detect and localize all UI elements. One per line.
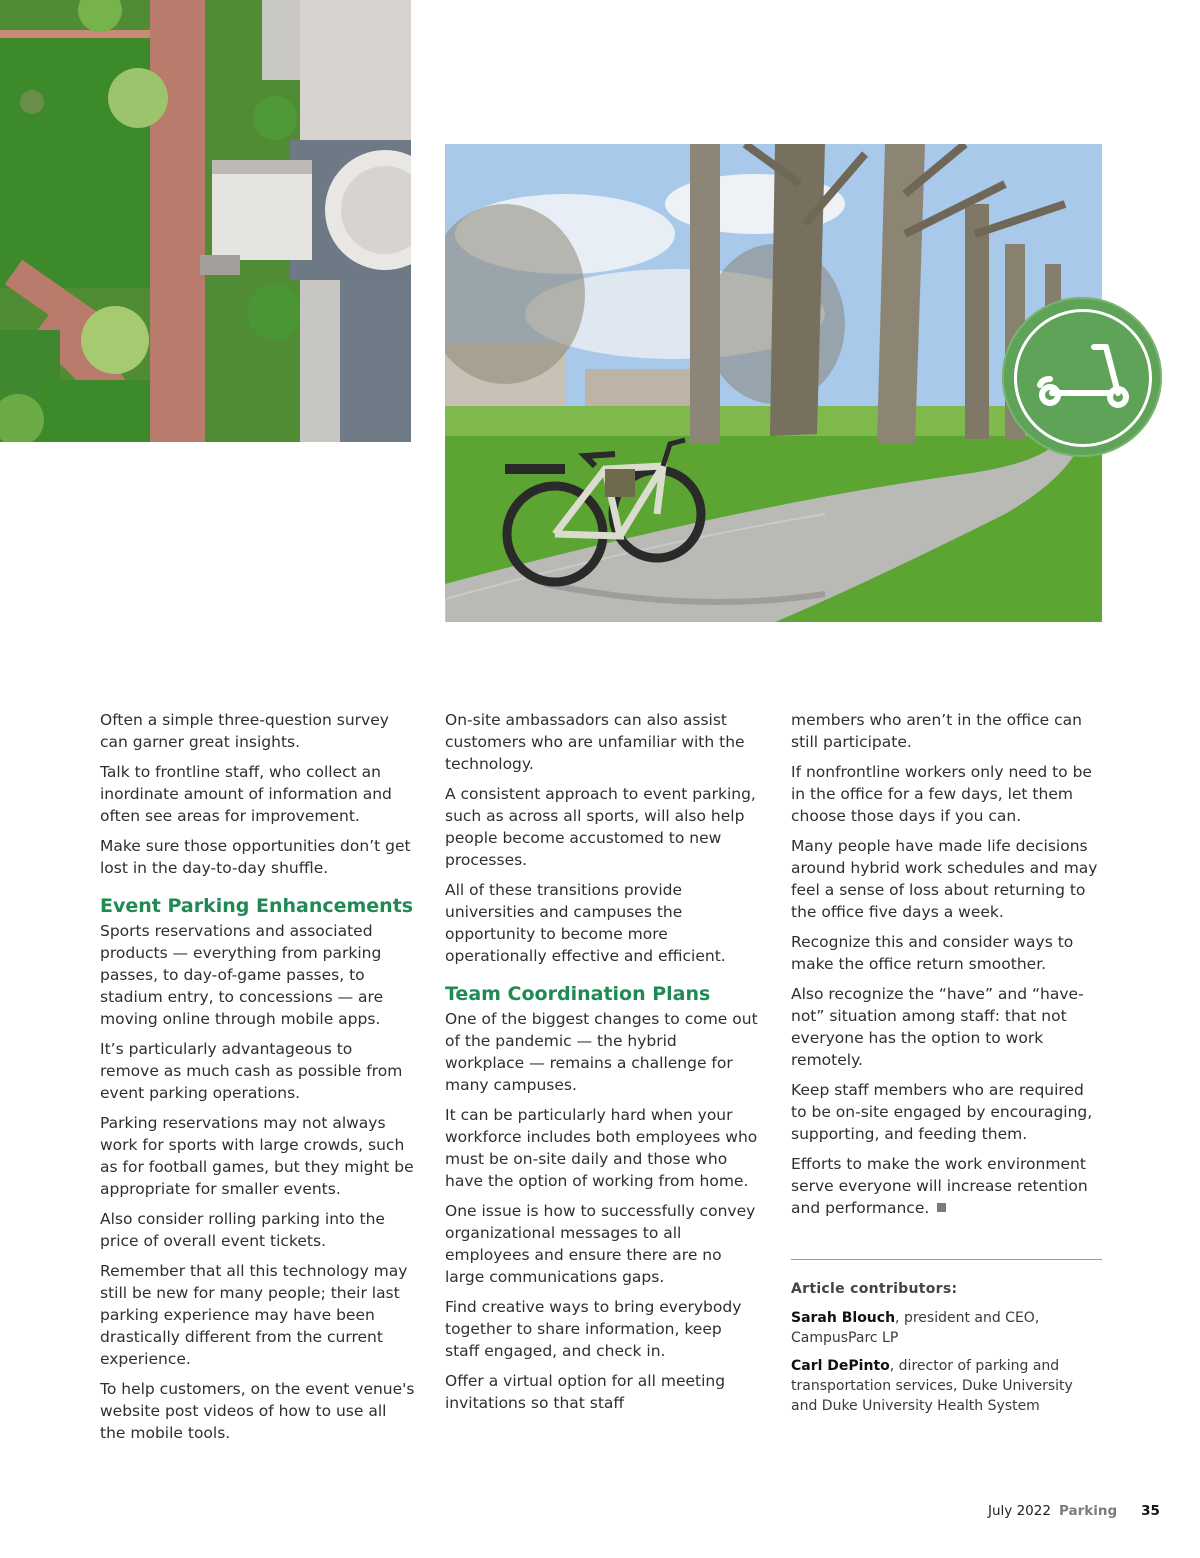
paragraph: Find creative ways to bring everybody together to share information, keep staff engaged, and check in. [445, 1298, 742, 1360]
paragraph: If nonfrontline workers only need to be in the office for a few days, let them choose those days if you can. [791, 763, 1092, 825]
paragraph: Make sure those opportunities don’t get lost in the day-to-day shuffle. [100, 837, 411, 877]
scooter-icon [1002, 297, 1162, 457]
paragraph-final [791, 1153, 1103, 1219]
paragraph: A consistent approach to event parking, such as across all sports, will also help people become accustomed to new processes. [445, 785, 756, 869]
contributor-role: , president and CEO, CampusParc LP [791, 1310, 1040, 1346]
aerial-campus-photo [0, 0, 411, 442]
paragraph: Talk to frontline staff, who collect an inordinate amount of information and often see areas for improvement. [100, 763, 392, 825]
paragraph: members who aren’t in the office can still participate. [791, 711, 1082, 751]
article-column-3 [791, 709, 1103, 1424]
end-of-article-mark [937, 1203, 946, 1212]
paragraph: Also consider rolling parking into the price of overall event tickets. [100, 1210, 385, 1250]
paragraph: To help customers, on the event venue's website post videos of how to use all the mobile tools. [100, 1380, 415, 1442]
issue-date: July 2022 [988, 1503, 1051, 1519]
contributors-title: Article contributors: [791, 1281, 958, 1297]
section-heading-event-parking: Event Parking Enhancements [100, 895, 414, 917]
aerial-photo-illustration [0, 0, 411, 442]
article-column-1 [100, 709, 415, 1452]
paragraph: Parking reservations may not always work for sports with large crowds, such as for football games, but they might be appropriate for smaller events. [100, 1114, 414, 1198]
paragraph: One of the biggest changes to come out of the pandemic — the hybrid workplace — remains a challenge for many campuses. [445, 1010, 758, 1094]
contributor-name: Sarah Blouch [791, 1310, 896, 1326]
paragraph: It can be particularly hard when your workforce includes both employees who must be on-site daily and those who have the option of working from home. [445, 1106, 758, 1190]
section-heading-team-coordination: Team Coordination Plans [445, 983, 711, 1005]
paragraph-text: Efforts to make the work environment serve everyone will increase retention and performance. [791, 1155, 1088, 1217]
magazine-name: Parking [1058, 1503, 1118, 1519]
article-column-2 [445, 709, 760, 1422]
paragraph: Offer a virtual option for all meeting invitations so that staff [445, 1372, 726, 1412]
paragraph: Remember that all this technology may still be new for many people; their last parking experience may have been drastically different from the current experience. [100, 1262, 408, 1368]
paragraph: Keep staff members who are required to be on-site engaged by encouraging, supporting, and feeding them. [791, 1081, 1093, 1143]
paragraph: On-site ambassadors can also assist customers who are unfamiliar with the technology. [445, 711, 745, 773]
paragraph: Often a simple three-question survey can garner great insights. [100, 711, 389, 751]
divider [791, 1259, 1102, 1260]
paragraph: One issue is how to successfully convey organizational messages to all employees and ensure there are no large communications gaps. [445, 1202, 756, 1286]
paragraph: Many people have made life decisions around hybrid work schedules and may feel a sense of loss about returning to the office five days a week. [791, 837, 1098, 921]
paragraph: Recognize this and consider ways to make the office return smoother. [791, 933, 1074, 973]
paragraph: Also recognize the “have” and “have-not” situation among staff: that not everyone has the option to work remotely. [791, 985, 1084, 1069]
scooter-badge [1002, 297, 1162, 457]
contributor-role: , director of parking and transportation services, Duke University and Duke University Health System [791, 1358, 1073, 1414]
contributor-entry [791, 1356, 1103, 1416]
paragraph: Sports reservations and associated products — everything from parking passes, to day-of-game passes, to stadium entry, to concessions — are moving online through mobile apps. [100, 922, 384, 1028]
contributor-name: Carl DePinto [791, 1358, 890, 1374]
contributor-entry [791, 1308, 1103, 1348]
page-footer [988, 1503, 1160, 1519]
page-number: 35 [1141, 1503, 1160, 1519]
paragraph: It’s particularly advantageous to remove as much cash as possible from event parking operations. [100, 1040, 403, 1102]
paragraph: All of these transitions provide universities and campuses the opportunity to become more operationally effective and efficient. [445, 881, 726, 965]
